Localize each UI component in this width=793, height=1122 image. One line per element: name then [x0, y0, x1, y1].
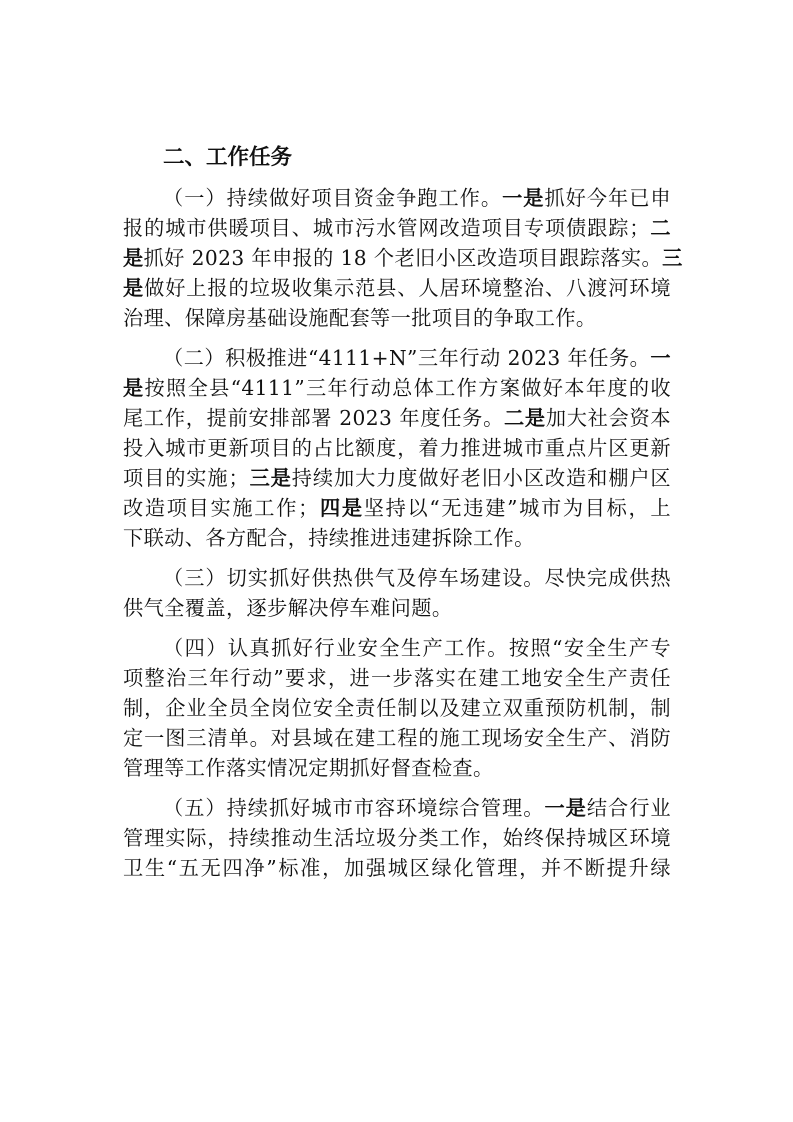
text-segment: （一）持续做好项目资金争跑工作。: [163, 186, 503, 210]
text-segment: 做好上报的垃圾收集示范县、人居环境整治、八渡河环境: [144, 276, 671, 300]
text-line: [163, 343, 671, 373]
text-line: [123, 693, 671, 723]
text-line: [123, 723, 671, 753]
text-line: [123, 433, 671, 463]
text-segment: 项目的实施；: [123, 466, 250, 490]
text-segment: （五）持续抓好城市市容环境综合管理。: [163, 796, 545, 820]
text-line: [123, 493, 671, 523]
text-line: [163, 793, 671, 823]
text-line: [163, 183, 671, 213]
text-line: [123, 243, 683, 273]
text-segment: 加大社会资本: [545, 406, 671, 430]
text-segment: 抓好 2023 年申报的 18 个老旧小区改造项目跟踪落实。: [143, 246, 663, 270]
text-segment: 供气全覆盖，逐步解决停车难问题。: [123, 596, 453, 620]
text-segment: 改造项目实施工作；: [123, 496, 319, 520]
text-line: [123, 523, 671, 553]
text-line: [123, 853, 671, 883]
bold-keyword: 三: [662, 246, 683, 270]
bold-keyword: 三是: [249, 466, 292, 490]
text-line: [123, 663, 671, 693]
text-line: [123, 403, 671, 433]
bold-keyword: 二是: [503, 406, 546, 430]
text-segment: （三）切实抓好供热供气及停车场建设。尽快完成供热: [163, 566, 671, 590]
text-segment: 管理等工作落实情况定期抓好督查检查。: [123, 756, 494, 780]
text-segment: 治理、保障房基础设施配套等一批项目的争取工作。: [123, 306, 597, 330]
text-segment: 制，企业全员全岗位安全责任制以及建立双重预防机制，制: [123, 696, 671, 720]
text-line: [163, 633, 671, 663]
text-segment: 管理实际，持续推动生活垃圾分类工作，始终保持城区环境: [123, 826, 671, 850]
bold-keyword: 是: [123, 376, 145, 400]
bold-keyword: 是: [123, 246, 144, 270]
bold-keyword: 一: [650, 346, 671, 370]
bold-keyword: 一是: [544, 796, 587, 820]
text-segment: 卫生“五无四净”标准，加强城区绿化管理，并不断提升绿: [123, 856, 671, 880]
text-segment: 持续加大力度做好老旧小区改造和棚户区: [291, 466, 671, 490]
text-segment: 尾工作，提前安排部署 2023 年度任务。: [123, 406, 504, 430]
text-line: [123, 373, 671, 403]
text-segment: （二）积极推进“4111+N”三年行动 2023 年任务。: [163, 346, 651, 370]
text-segment: （四）认真抓好行业安全生产工作。按照“安全生产专: [163, 636, 671, 660]
text-segment: 投入城市更新项目的占比额度，着力推进城市重点片区更新: [123, 436, 671, 460]
text-segment: 坚持以“无违建”城市为目标，上: [363, 496, 671, 520]
text-line: [163, 563, 671, 593]
text-line: [123, 273, 671, 303]
text-line: [123, 463, 671, 493]
text-segment: 下联动、各方配合，持续推进违建拆除工作。: [123, 526, 535, 550]
bold-keyword: 是: [123, 276, 145, 300]
text-line: [123, 303, 671, 333]
bold-keyword: 二: [649, 216, 671, 240]
text-segment: 结合行业: [586, 796, 671, 820]
bold-keyword: 四是: [318, 496, 364, 520]
text-segment: 定一图三清单。对县域在建工程的施工现场安全生产、消防: [123, 726, 671, 750]
text-segment: 抓好今年已申: [544, 186, 671, 210]
text-segment: 项整治三年行动”要求，进一步落实在建工地安全生产责任: [123, 666, 671, 690]
text-segment: 按照全县“4111”三年行动总体工作方案做好本年度的收: [144, 376, 671, 400]
text-line: [123, 823, 671, 853]
section-heading: 二、工作任务: [163, 145, 293, 170]
text-line: [123, 213, 671, 243]
text-line: [123, 753, 671, 783]
text-line: [123, 593, 671, 623]
text-segment: 报的城市供暖项目、城市污水管网改造项目专项债跟踪；: [123, 216, 650, 240]
bold-keyword: 一是: [502, 186, 545, 210]
